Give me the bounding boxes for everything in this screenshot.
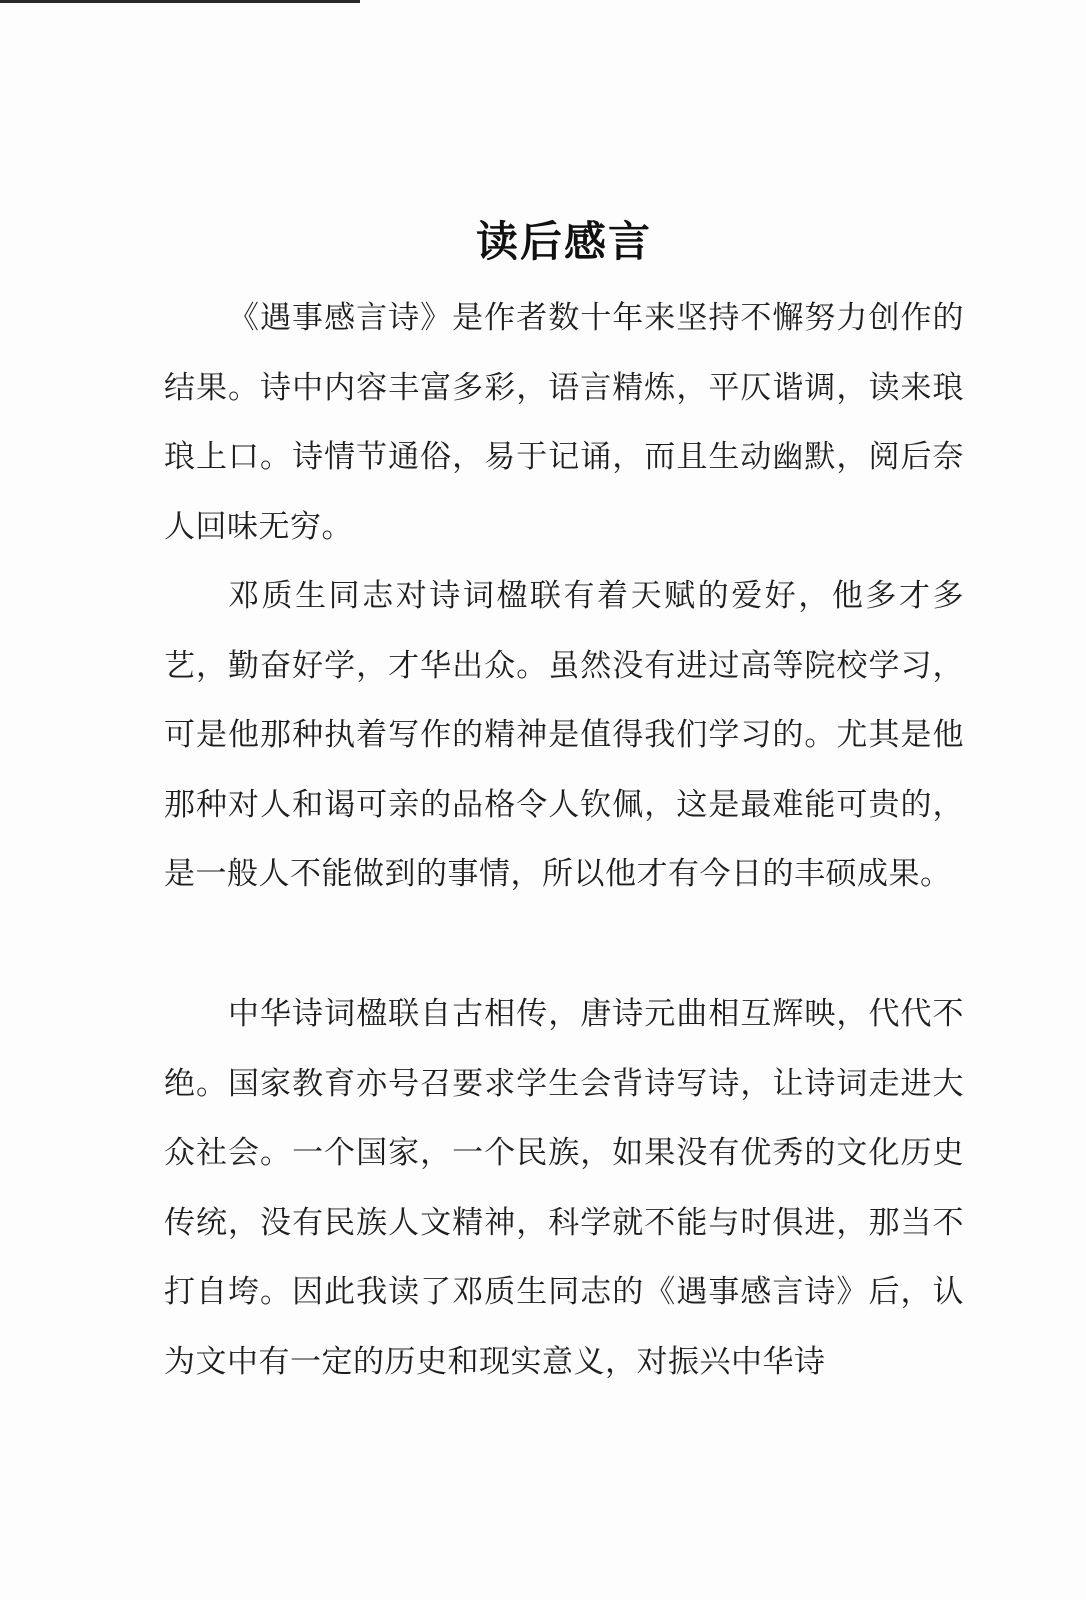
page-title: 读后感言 [475,217,652,266]
paragraph-1: 《遇事感言诗》是作者数十年来坚持不懈努力创作的结果。诗中内容丰富多彩，语言精炼，平仄谐调，读来琅琅上口。诗情节通俗，易于记诵，而且生动幽默，阅后奈人回味无穷。 [164,300,964,545]
paragraph-2: 邓质生同志对诗词楹联有着天赋的爱好，他多才多艺，勤奋好学，才华出众。虽然没有进过高等院校学习，可是他那种执着写作的精神是值得我们学习的。尤其是他那种对人和谒可亲的品格令人钦佩，这是最难能可贵的，是一般人不能做到的事情，所以他才有今日的丰硕成果。 [164,578,964,892]
paragraph-3: 中华诗词楹联自古相传，唐诗元曲相互辉映，代代不绝。国家教育亦号召要求学生会背诗写诗，让诗词走进大众社会。一个国家，一个民族，如果没有优秀的文化历史传统，没有民族人文精神，科学就不能与时俱进，那当不打自垮。因此我读了邓质生同志的《遇事感言诗》后，认为文中有一定的历史和现实意义，对振兴中华诗 [164,996,964,1380]
scan-edge-line [0,0,360,3]
